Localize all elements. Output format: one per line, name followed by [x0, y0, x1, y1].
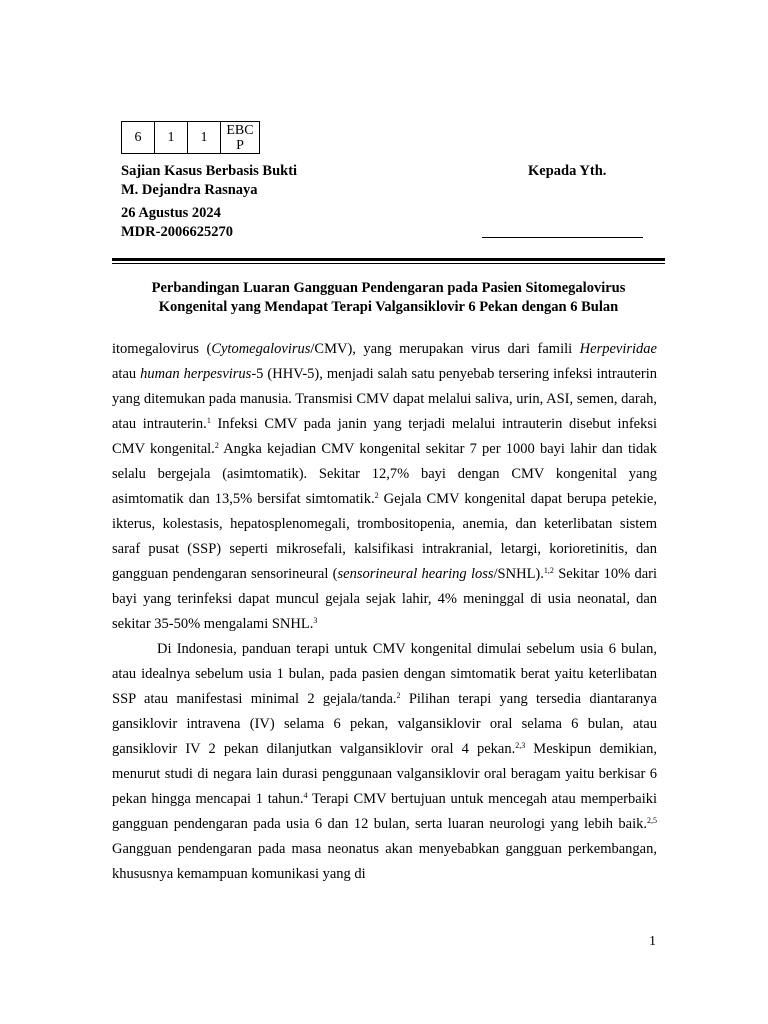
text-run: itomegalovirus ( [112, 341, 212, 357]
header-author: M. Dejandra Rasnaya [121, 182, 258, 198]
code-cell-2: 1 [155, 122, 188, 154]
citation: 4 [303, 791, 308, 800]
citation: 2 [374, 491, 379, 500]
italic-term: sensorineural hearing loss [337, 566, 494, 582]
text-run: Pilihan terapi yang tersedia diantaranya gansiklovir intravena (IV) selama 6 pekan, valgansiklovir oral selama 6 bulan, atau gansiklovir IV 2 pekan dilanjutkan valgansiklovir oral 4 pekan. [112, 691, 657, 757]
citation: 3 [313, 616, 318, 625]
citation: 1,2 [543, 566, 554, 575]
citation: 1 [206, 416, 211, 425]
page-number: 1 [649, 934, 656, 949]
code-cell-4-line2: P [236, 137, 244, 153]
italic-term: Cytomegalovirus [211, 341, 311, 357]
text-run: Infeksi CMV pada janin yang terjadi melalui intrauterin disebut infeksi CMV kongenital. [112, 416, 658, 457]
italic-term: Herpeviridae [579, 341, 657, 357]
paragraph-1 [112, 337, 657, 637]
text-run: -5 (HHV-5), menjadi salah satu penyebab tersering infeksi intrauterin yang ditemukan pada manusia. Transmisi CMV dapat melalui saliva, urin, ASI, semen, darah, atau intrauterin. [112, 366, 657, 432]
citation: 2,3 [515, 741, 526, 750]
header-student-id: MDR-2006625270 [121, 224, 233, 240]
title-line-2: Kongenital yang Mendapat Terapi Valgansiklovir 6 Pekan dengan 6 Bulan [158, 299, 619, 315]
header-divider-thin [112, 263, 665, 264]
text-run: /SNHL). [493, 566, 544, 582]
header-date: 26 Agustus 2024 [121, 205, 221, 221]
header-addressee: Kepada Yth. [528, 163, 607, 179]
text-run: atau [112, 366, 141, 382]
code-cell-4-line1: EBC [226, 122, 254, 138]
text-run: Meskipun demikian, menurut studi di negara lain durasi penggunaan valgansiklovir oral beragam yaitu berkisar 6 pekan hingga mencapai 1 tahun. [112, 741, 657, 807]
text-run: /CMV), yang merupakan virus dari famili [310, 341, 580, 357]
citation: 2 [214, 441, 219, 450]
paragraph-2 [112, 637, 657, 887]
code-cell-4 [221, 122, 260, 154]
citation: 2 [396, 691, 401, 700]
italic-term: human herpesvirus [140, 366, 252, 382]
text-run: Gejala CMV kongenital dapat berupa petekie, ikterus, kolestasis, hepatosplenomegali, trombositopenia, anemia, dan keterlibatan sistem saraf pusat (SSP) seperti mikrosefali, kalsifikasi intrakranial, letargi, korioretinitis, dan gangguan pendengaran sensorineural ( [112, 491, 657, 582]
code-cell-1: 6 [122, 122, 155, 154]
text-run: Gangguan pendengaran pada masa neonatus akan menyebabkan gangguan perkembangan, khususnya kemampuan komunikasi yang di [112, 841, 657, 882]
code-cell-3: 1 [188, 122, 221, 154]
text-run: Terapi CMV bertujuan untuk mencegah atau memperbaiki gangguan pendengaran pada usia 6 dan 12 bulan, serta luaran neurologi yang lebih baik. [112, 791, 658, 832]
document-body [112, 337, 657, 887]
document-title [112, 279, 665, 317]
document-code-box [121, 121, 260, 154]
header-report-type: Sajian Kasus Berbasis Bukti [121, 163, 298, 179]
title-line-1: Perbandingan Luaran Gangguan Pendengaran pada Pasien Sitomegalovirus [151, 280, 626, 296]
citation: 2,5 [647, 816, 657, 825]
text-run: Angka kejadian CMV kongenital sekitar 7 per 1000 bayi lahir dan tidak selalu bergejala (asimtomatik). Sekitar 12,7% bayi dengan CMV kongenital yang asimtomatik dan 13,5% bersifat simtomatik. [112, 441, 657, 507]
text-run: Di Indonesia, panduan terapi untuk CMV kongenital dimulai sebelum usia 6 bulan, atau idealnya sebelum usia 1 bulan, pada pasien dengan simtomatik berat yaitu keterlibatan SSP atau manifestasi minimal 2 gejala/tanda. [112, 641, 657, 707]
signature-line [482, 237, 643, 238]
text-run: Sekitar 10% dari bayi yang terinfeksi dapat muncul gejala sejak lahir, 4% meninggal di usia neonatal, dan sekitar 35-50% mengalami SNHL. [112, 566, 657, 632]
header-divider-thick [112, 258, 665, 261]
